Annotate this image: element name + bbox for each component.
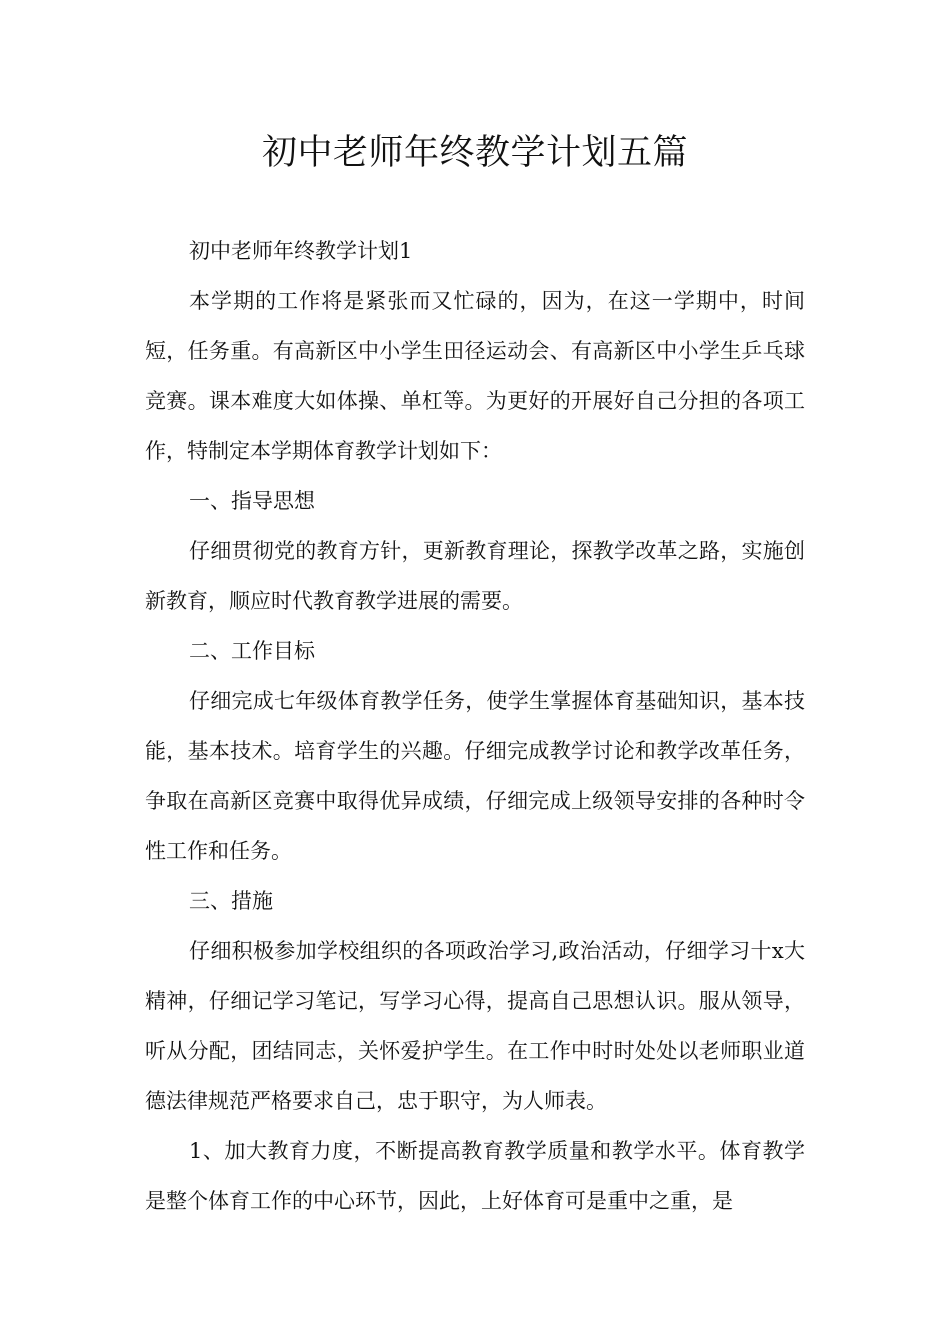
document-body xyxy=(145,226,805,1226)
body-paragraph: 仔细完成七年级体育教学任务，使学生掌握体育基础知识，基本技能，基本技术。培育学生的兴趣。仔细完成教学讨论和教学改革任务，争取在高新区竞赛中取得优异成绩，仔细完成上级领导安排的各种时令性工作和任务。 xyxy=(145,689,805,863)
body-paragraph: 仔细积极参加学校组织的各项政治学习,政治活动，仔细学习十x大精神，仔细记学习笔记，写学习心得，提高自己思想认识。服从领导，听从分配，团结同志，关怀爱护学生。在工作中时时处处以老师职业道德法律规范严格要求自己，忠于职守，为人师表。 xyxy=(145,939,805,1113)
section-heading: 一、指导思想 xyxy=(189,489,315,513)
section-heading: 初中老师年终教学计划1 xyxy=(189,239,413,263)
body-paragraph: 本学期的工作将是紧张而又忙碌的，因为，在这一学期中，时间短，任务重。有高新区中小学生田径运动会、有高新区中小学生乒乓球竞赛。课本难度大如体操、单杠等。为更好的开展好自己分担的各项工作，特制定本学期体育教学计划如下： xyxy=(145,289,805,463)
section-heading: 三、措施 xyxy=(189,889,273,913)
body-paragraph: 1、加大教育力度，不断提高教育教学质量和教学水平。体育教学是整个体育工作的中心环节，因此，上好体育可是重中之重，是 xyxy=(145,1139,805,1213)
body-paragraph: 仔细贯彻党的教育方针，更新教育理论，探教学改革之路，实施创新教育，顺应时代教育教学进展的需要。 xyxy=(145,539,805,613)
document-title: 初中老师年终教学计划五篇 xyxy=(261,133,688,173)
section-heading: 二、工作目标 xyxy=(189,639,315,663)
